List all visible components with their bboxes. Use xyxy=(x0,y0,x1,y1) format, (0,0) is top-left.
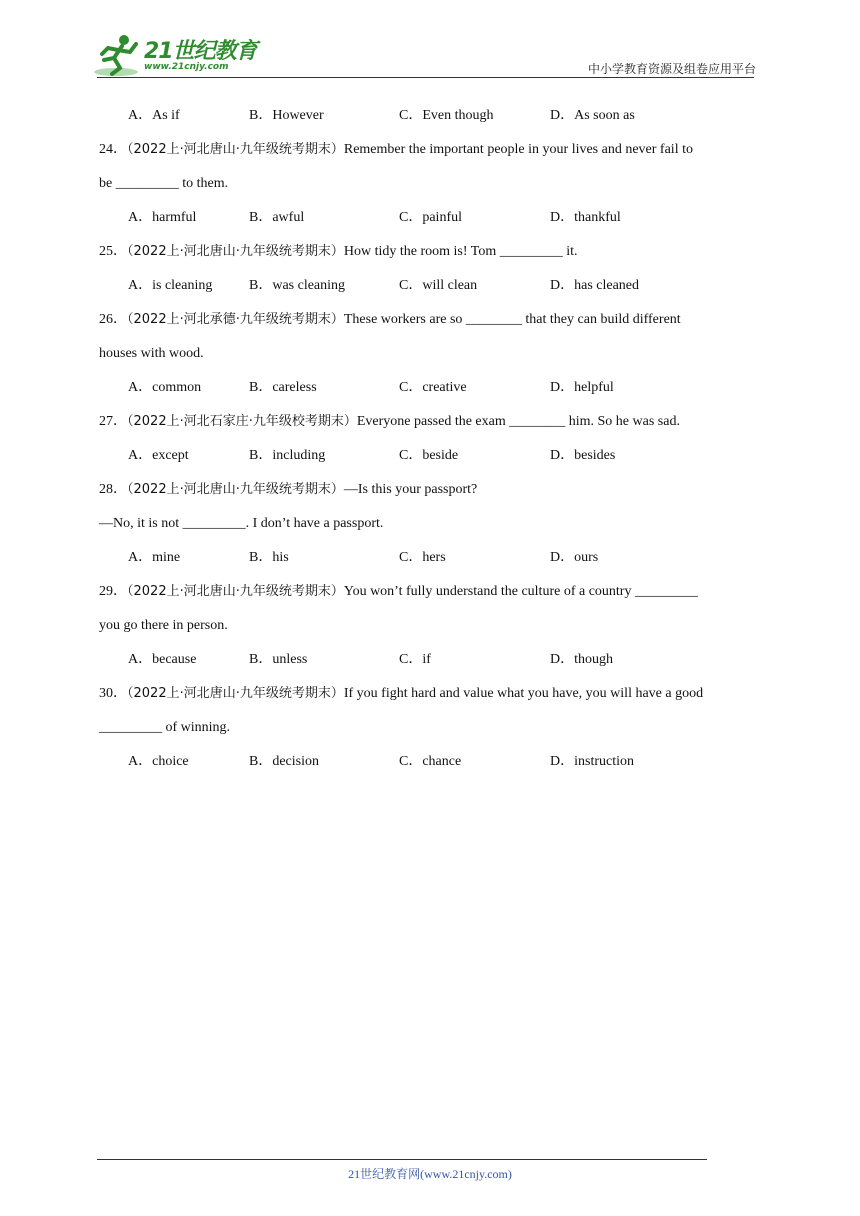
question-text-continued: you go there in person. xyxy=(99,618,228,633)
options-row xyxy=(99,750,765,784)
question-text-continued: be _________ to them. xyxy=(99,176,229,191)
option-b: B．his xyxy=(249,550,289,565)
question-text-continued: houses with wood. xyxy=(99,346,204,361)
question-source: （2022上·河北唐山·九年级统考期末） xyxy=(127,686,344,701)
option-a: A．choice xyxy=(128,754,189,769)
question-text-continued: _________ of winning. xyxy=(99,720,231,735)
question-source: （2022上·河北唐山·九年级统考期末） xyxy=(127,244,344,259)
option-a: A．mine xyxy=(128,550,181,565)
question-text: Remember the important people in your lives and never fail to xyxy=(343,142,693,157)
question-number: 29． xyxy=(99,584,127,599)
question-number: 27． xyxy=(99,414,127,429)
option-b: B．was cleaning xyxy=(249,278,346,293)
question-number: 28． xyxy=(99,482,127,497)
options-row xyxy=(99,444,765,478)
question-source: （2022上·河北唐山·九年级统考期末） xyxy=(127,482,344,497)
option-c: C．beside xyxy=(399,448,459,463)
option-d: D．ours xyxy=(550,550,599,565)
option-d: D．instruction xyxy=(550,754,634,769)
question-text: If you fight hard and value what you have, you will have a good xyxy=(343,686,704,701)
options-row xyxy=(99,376,765,410)
option-c: C．painful xyxy=(399,210,462,225)
question-29 xyxy=(99,580,765,614)
question-source: （2022上·河北唐山·九年级统考期末） xyxy=(127,142,344,157)
question-28 xyxy=(99,478,765,512)
option-c: C．will clean xyxy=(399,278,478,293)
option-a: A．As if xyxy=(128,108,180,123)
option-b: B．careless xyxy=(249,380,317,395)
options-row xyxy=(99,206,765,240)
option-a: A．common xyxy=(128,380,202,395)
option-d: D．though xyxy=(550,652,613,667)
option-a: A．except xyxy=(128,448,189,463)
options-row xyxy=(99,648,765,682)
option-b: B．However xyxy=(249,108,324,123)
header-platform-title: 中小学教育资源及组卷应用平台 xyxy=(587,62,756,76)
question-text: These workers are so ________ that they can build different xyxy=(343,312,681,327)
logo-url: www.21cnjy.com xyxy=(144,62,229,72)
option-d: D．thankful xyxy=(550,210,621,225)
question-text: You won’t fully understand the culture of a country _________ xyxy=(343,584,698,599)
option-a: A．harmful xyxy=(128,210,197,225)
page-header xyxy=(0,0,860,80)
option-c: C．Even though xyxy=(399,108,494,123)
runner-logo-icon xyxy=(92,34,142,78)
question-source: （2022上·河北石家庄·九年级校考期末） xyxy=(127,414,357,429)
question-text: Everyone passed the exam ________ him. So he was sad. xyxy=(356,414,680,429)
option-d: D．has cleaned xyxy=(550,278,640,293)
option-c: C．chance xyxy=(399,754,462,769)
option-d: D．As soon as xyxy=(550,108,635,123)
question-text: —Is this your passport? xyxy=(343,482,478,497)
question-number: 24． xyxy=(99,142,127,157)
option-d: D．besides xyxy=(550,448,616,463)
question-text-continued: —No, it is not _________. I don’t have a passport. xyxy=(99,516,384,531)
question-number: 30． xyxy=(99,686,127,701)
options-row xyxy=(99,546,765,580)
question-text: How tidy the room is! Tom _________ it. xyxy=(343,244,578,259)
question-source: （2022上·河北承德·九年级统考期末） xyxy=(127,312,344,327)
question-30 xyxy=(99,682,765,716)
question-27 xyxy=(99,410,765,444)
option-c: C．creative xyxy=(399,380,467,395)
option-c: C．if xyxy=(399,652,431,667)
header-divider xyxy=(97,77,754,78)
question-25 xyxy=(99,240,765,274)
footer-site-link[interactable]: 21世纪教育网(www.21cnjy.com) xyxy=(348,1167,512,1181)
question-source: （2022上·河北唐山·九年级统考期末） xyxy=(127,584,344,599)
option-b: B．unless xyxy=(249,652,308,667)
options-row xyxy=(99,104,765,138)
question-number: 25． xyxy=(99,244,127,259)
option-c: C．hers xyxy=(399,550,446,565)
question-list xyxy=(99,104,765,784)
option-b: B．including xyxy=(249,448,326,463)
options-row xyxy=(99,274,765,308)
question-24 xyxy=(99,138,765,172)
option-a: A．because xyxy=(128,652,197,667)
footer-divider xyxy=(97,1159,707,1160)
logo-text: 21世纪教育 xyxy=(144,39,257,64)
option-b: B．awful xyxy=(249,210,305,225)
option-a: A．is cleaning xyxy=(128,278,213,293)
site-logo xyxy=(92,34,262,78)
question-26 xyxy=(99,308,765,342)
option-b: B．decision xyxy=(249,754,319,769)
question-number: 26． xyxy=(99,312,127,327)
option-d: D．helpful xyxy=(550,380,614,395)
